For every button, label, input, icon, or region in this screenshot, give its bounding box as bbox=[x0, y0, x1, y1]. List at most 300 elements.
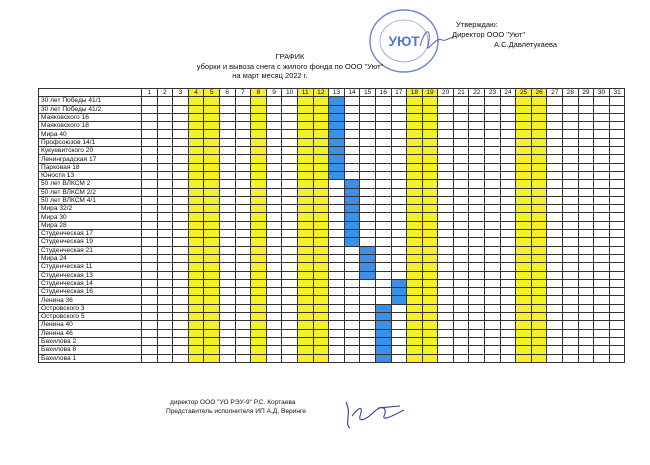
day-cell bbox=[204, 171, 220, 179]
day-header-20: 20 bbox=[438, 89, 454, 97]
day-cell bbox=[609, 147, 625, 155]
day-cell bbox=[438, 329, 454, 337]
address-cell: Островского 5 bbox=[39, 313, 142, 321]
day-cell bbox=[609, 138, 625, 146]
day-cell bbox=[516, 147, 532, 155]
day-cell bbox=[485, 105, 501, 113]
address-cell: Бахилова 1 bbox=[39, 354, 142, 362]
day-cell bbox=[453, 213, 469, 221]
day-cell bbox=[438, 321, 454, 329]
day-cell bbox=[547, 279, 563, 287]
day-cell bbox=[547, 238, 563, 246]
approval-name: А.С.Давлетукаева bbox=[494, 40, 558, 49]
day-cell bbox=[391, 196, 407, 204]
day-cell bbox=[578, 296, 594, 304]
day-cell bbox=[266, 196, 282, 204]
day-header-9: 9 bbox=[266, 89, 282, 97]
day-cell bbox=[360, 155, 376, 163]
day-cell bbox=[375, 113, 391, 121]
day-cell bbox=[609, 163, 625, 171]
day-cell bbox=[251, 171, 267, 179]
day-cell bbox=[547, 337, 563, 345]
day-cell bbox=[329, 337, 345, 345]
day-cell bbox=[391, 221, 407, 229]
day-cell bbox=[500, 138, 516, 146]
day-cell bbox=[547, 263, 563, 271]
day-cell bbox=[578, 346, 594, 354]
day-cell bbox=[407, 113, 423, 121]
day-cell bbox=[251, 230, 267, 238]
day-cell bbox=[563, 279, 579, 287]
day-cell bbox=[344, 337, 360, 345]
day-cell bbox=[297, 205, 313, 213]
table-row bbox=[39, 97, 625, 105]
table-row bbox=[39, 221, 625, 229]
day-cell bbox=[344, 346, 360, 354]
day-cell bbox=[204, 155, 220, 163]
day-cell bbox=[219, 238, 235, 246]
day-cell bbox=[485, 155, 501, 163]
day-cell bbox=[173, 238, 189, 246]
day-cell bbox=[407, 329, 423, 337]
day-cell bbox=[360, 279, 376, 287]
schedule-table bbox=[38, 88, 625, 363]
day-cell bbox=[173, 180, 189, 188]
day-cell bbox=[282, 171, 298, 179]
day-cell bbox=[329, 246, 345, 254]
day-cell bbox=[516, 329, 532, 337]
day-cell bbox=[469, 279, 485, 287]
day-cell bbox=[219, 254, 235, 262]
day-cell bbox=[329, 288, 345, 296]
day-cell bbox=[407, 105, 423, 113]
day-cell bbox=[297, 329, 313, 337]
day-cell bbox=[422, 296, 438, 304]
table-row bbox=[39, 196, 625, 204]
day-cell bbox=[344, 97, 360, 105]
day-cell bbox=[594, 246, 610, 254]
day-cell bbox=[485, 354, 501, 362]
day-cell bbox=[219, 113, 235, 121]
day-cell bbox=[485, 196, 501, 204]
day-cell bbox=[391, 304, 407, 312]
day-cell bbox=[609, 254, 625, 262]
day-cell bbox=[453, 230, 469, 238]
day-cell bbox=[578, 163, 594, 171]
day-cell bbox=[485, 304, 501, 312]
day-cell bbox=[453, 196, 469, 204]
day-cell bbox=[142, 230, 158, 238]
day-cell bbox=[594, 163, 610, 171]
day-cell bbox=[547, 188, 563, 196]
work-day-cell bbox=[329, 122, 345, 130]
address-cell: Юности 13 bbox=[39, 171, 142, 179]
day-cell bbox=[235, 329, 251, 337]
day-cell bbox=[157, 271, 173, 279]
day-cell bbox=[531, 122, 547, 130]
day-cell bbox=[157, 288, 173, 296]
day-cell bbox=[578, 130, 594, 138]
day-cell bbox=[485, 213, 501, 221]
day-cell bbox=[469, 288, 485, 296]
day-cell bbox=[578, 246, 594, 254]
day-cell bbox=[469, 304, 485, 312]
day-cell bbox=[219, 271, 235, 279]
day-cell bbox=[235, 147, 251, 155]
day-cell bbox=[266, 213, 282, 221]
day-cell bbox=[422, 254, 438, 262]
day-cell bbox=[594, 288, 610, 296]
day-cell bbox=[531, 205, 547, 213]
day-cell bbox=[516, 205, 532, 213]
day-cell bbox=[282, 288, 298, 296]
day-cell bbox=[157, 337, 173, 345]
day-cell bbox=[142, 263, 158, 271]
day-header-11: 11 bbox=[297, 89, 313, 97]
day-cell bbox=[297, 147, 313, 155]
work-day-cell bbox=[344, 180, 360, 188]
day-cell bbox=[500, 163, 516, 171]
day-cell bbox=[422, 354, 438, 362]
day-cell bbox=[391, 329, 407, 337]
day-cell bbox=[391, 213, 407, 221]
day-cell bbox=[219, 163, 235, 171]
work-day-cell bbox=[329, 171, 345, 179]
day-cell bbox=[485, 221, 501, 229]
day-cell bbox=[142, 313, 158, 321]
day-cell bbox=[204, 188, 220, 196]
day-cell bbox=[500, 213, 516, 221]
day-cell bbox=[235, 205, 251, 213]
day-cell bbox=[204, 321, 220, 329]
day-cell bbox=[407, 213, 423, 221]
day-cell bbox=[563, 321, 579, 329]
day-cell bbox=[297, 130, 313, 138]
day-cell bbox=[188, 246, 204, 254]
day-cell bbox=[453, 171, 469, 179]
day-cell bbox=[594, 263, 610, 271]
day-cell bbox=[469, 354, 485, 362]
day-cell bbox=[422, 213, 438, 221]
day-cell bbox=[453, 122, 469, 130]
day-cell bbox=[251, 196, 267, 204]
title-subject: уборки и вывоза снега с жилого фонда по ООО "Уют" bbox=[196, 61, 384, 71]
day-cell bbox=[578, 321, 594, 329]
day-cell bbox=[609, 329, 625, 337]
day-cell bbox=[563, 354, 579, 362]
day-cell bbox=[531, 279, 547, 287]
day-cell bbox=[188, 155, 204, 163]
day-cell bbox=[142, 238, 158, 246]
work-day-cell bbox=[375, 354, 391, 362]
day-cell bbox=[500, 171, 516, 179]
day-cell bbox=[297, 313, 313, 321]
table-row bbox=[39, 147, 625, 155]
day-cell bbox=[375, 130, 391, 138]
day-header-26: 26 bbox=[531, 89, 547, 97]
address-cell: Островского 3 bbox=[39, 304, 142, 312]
day-cell bbox=[235, 304, 251, 312]
day-cell bbox=[500, 230, 516, 238]
day-cell bbox=[142, 213, 158, 221]
day-cell bbox=[344, 246, 360, 254]
day-cell bbox=[531, 213, 547, 221]
day-cell bbox=[188, 304, 204, 312]
day-cell bbox=[453, 321, 469, 329]
day-cell bbox=[547, 205, 563, 213]
day-cell bbox=[329, 238, 345, 246]
day-cell bbox=[609, 321, 625, 329]
day-cell bbox=[235, 230, 251, 238]
day-cell bbox=[563, 238, 579, 246]
day-header-31: 31 bbox=[609, 89, 625, 97]
day-cell bbox=[344, 329, 360, 337]
day-cell bbox=[282, 163, 298, 171]
day-cell bbox=[531, 130, 547, 138]
day-cell bbox=[438, 147, 454, 155]
day-cell bbox=[485, 122, 501, 130]
day-cell bbox=[531, 304, 547, 312]
day-cell bbox=[391, 171, 407, 179]
day-cell bbox=[204, 180, 220, 188]
day-cell bbox=[485, 329, 501, 337]
work-day-cell bbox=[344, 213, 360, 221]
day-cell bbox=[251, 271, 267, 279]
day-cell bbox=[609, 196, 625, 204]
day-cell bbox=[438, 138, 454, 146]
day-cell bbox=[297, 288, 313, 296]
day-cell bbox=[422, 122, 438, 130]
day-cell bbox=[609, 238, 625, 246]
day-cell bbox=[594, 138, 610, 146]
day-cell bbox=[282, 329, 298, 337]
day-cell bbox=[329, 321, 345, 329]
day-cell bbox=[360, 296, 376, 304]
day-cell bbox=[157, 138, 173, 146]
day-cell bbox=[204, 337, 220, 345]
day-cell bbox=[157, 196, 173, 204]
day-cell bbox=[469, 147, 485, 155]
day-cell bbox=[438, 205, 454, 213]
day-cell bbox=[188, 254, 204, 262]
day-cell bbox=[407, 254, 423, 262]
day-cell bbox=[453, 254, 469, 262]
day-cell bbox=[219, 296, 235, 304]
day-header-10: 10 bbox=[282, 89, 298, 97]
work-day-cell bbox=[375, 337, 391, 345]
day-cell bbox=[297, 246, 313, 254]
table-row bbox=[39, 271, 625, 279]
work-day-cell bbox=[344, 221, 360, 229]
day-cell bbox=[453, 279, 469, 287]
day-header-16: 16 bbox=[375, 89, 391, 97]
day-cell bbox=[422, 205, 438, 213]
day-cell bbox=[578, 196, 594, 204]
day-cell bbox=[500, 313, 516, 321]
day-header-1: 1 bbox=[142, 89, 158, 97]
day-cell bbox=[251, 188, 267, 196]
day-cell bbox=[438, 313, 454, 321]
day-cell bbox=[453, 97, 469, 105]
day-cell bbox=[391, 337, 407, 345]
day-cell bbox=[282, 180, 298, 188]
day-cell bbox=[485, 238, 501, 246]
day-cell bbox=[266, 271, 282, 279]
day-cell bbox=[313, 196, 329, 204]
day-cell bbox=[375, 279, 391, 287]
day-cell bbox=[266, 97, 282, 105]
day-cell bbox=[422, 279, 438, 287]
day-cell bbox=[329, 230, 345, 238]
day-cell bbox=[297, 221, 313, 229]
work-day-cell bbox=[329, 147, 345, 155]
handwritten-signature bbox=[338, 394, 418, 434]
day-cell bbox=[157, 171, 173, 179]
work-day-cell bbox=[375, 346, 391, 354]
day-cell bbox=[469, 271, 485, 279]
day-cell bbox=[157, 130, 173, 138]
day-cell bbox=[469, 122, 485, 130]
day-cell bbox=[500, 304, 516, 312]
day-header-21: 21 bbox=[453, 89, 469, 97]
day-cell bbox=[391, 188, 407, 196]
day-cell bbox=[360, 230, 376, 238]
day-cell bbox=[485, 205, 501, 213]
day-cell bbox=[485, 246, 501, 254]
day-cell bbox=[219, 155, 235, 163]
work-day-cell bbox=[375, 329, 391, 337]
day-cell bbox=[453, 296, 469, 304]
day-cell bbox=[173, 354, 189, 362]
day-cell bbox=[485, 97, 501, 105]
day-cell bbox=[609, 188, 625, 196]
day-cell bbox=[219, 205, 235, 213]
day-cell bbox=[547, 246, 563, 254]
day-cell bbox=[266, 188, 282, 196]
day-cell bbox=[360, 163, 376, 171]
day-cell bbox=[578, 122, 594, 130]
day-cell bbox=[469, 263, 485, 271]
day-cell bbox=[594, 122, 610, 130]
approval-director: Директор ООО "Уют" bbox=[452, 30, 525, 39]
day-cell bbox=[313, 163, 329, 171]
day-cell bbox=[313, 254, 329, 262]
work-day-cell bbox=[344, 230, 360, 238]
day-header-8: 8 bbox=[251, 89, 267, 97]
day-cell bbox=[407, 321, 423, 329]
day-cell bbox=[282, 263, 298, 271]
day-cell bbox=[313, 113, 329, 121]
day-cell bbox=[282, 296, 298, 304]
day-cell bbox=[219, 196, 235, 204]
day-cell bbox=[407, 271, 423, 279]
day-cell bbox=[173, 130, 189, 138]
day-cell bbox=[188, 296, 204, 304]
day-cell bbox=[297, 296, 313, 304]
day-cell bbox=[375, 254, 391, 262]
day-cell bbox=[360, 196, 376, 204]
day-cell bbox=[375, 296, 391, 304]
day-cell bbox=[500, 329, 516, 337]
day-cell bbox=[251, 346, 267, 354]
day-cell bbox=[297, 196, 313, 204]
day-cell bbox=[391, 130, 407, 138]
day-cell bbox=[157, 254, 173, 262]
day-cell bbox=[469, 213, 485, 221]
day-cell bbox=[329, 213, 345, 221]
day-cell bbox=[235, 246, 251, 254]
day-cell bbox=[500, 246, 516, 254]
table-row bbox=[39, 354, 625, 362]
day-cell bbox=[391, 205, 407, 213]
day-cell bbox=[453, 105, 469, 113]
day-cell bbox=[391, 230, 407, 238]
day-cell bbox=[142, 163, 158, 171]
day-cell bbox=[297, 263, 313, 271]
day-cell bbox=[375, 196, 391, 204]
day-cell bbox=[282, 246, 298, 254]
day-cell bbox=[142, 296, 158, 304]
day-cell bbox=[547, 288, 563, 296]
address-cell: Профсоюзов 14/1 bbox=[39, 138, 142, 146]
day-cell bbox=[219, 288, 235, 296]
day-cell bbox=[235, 180, 251, 188]
day-cell bbox=[204, 346, 220, 354]
day-cell bbox=[563, 196, 579, 204]
day-cell bbox=[547, 130, 563, 138]
day-cell bbox=[251, 329, 267, 337]
day-cell bbox=[282, 238, 298, 246]
day-cell bbox=[142, 354, 158, 362]
day-cell bbox=[157, 346, 173, 354]
day-header-25: 25 bbox=[516, 89, 532, 97]
day-cell bbox=[251, 288, 267, 296]
day-cell bbox=[422, 246, 438, 254]
day-cell bbox=[531, 180, 547, 188]
day-cell bbox=[235, 221, 251, 229]
address-cell: Студенческая 19 bbox=[39, 238, 142, 246]
day-cell bbox=[500, 296, 516, 304]
day-cell bbox=[219, 346, 235, 354]
day-cell bbox=[375, 271, 391, 279]
day-cell bbox=[516, 130, 532, 138]
day-cell bbox=[282, 354, 298, 362]
day-cell bbox=[188, 321, 204, 329]
day-cell bbox=[422, 230, 438, 238]
day-cell bbox=[142, 155, 158, 163]
day-cell bbox=[438, 105, 454, 113]
day-cell bbox=[313, 205, 329, 213]
day-cell bbox=[157, 246, 173, 254]
day-cell bbox=[485, 130, 501, 138]
day-cell bbox=[297, 213, 313, 221]
day-cell bbox=[282, 205, 298, 213]
day-cell bbox=[251, 221, 267, 229]
day-cell bbox=[407, 97, 423, 105]
day-cell bbox=[219, 263, 235, 271]
address-cell: Кукуевитского 20 bbox=[39, 147, 142, 155]
day-cell bbox=[188, 279, 204, 287]
day-cell bbox=[375, 221, 391, 229]
day-cell bbox=[204, 304, 220, 312]
day-cell bbox=[360, 238, 376, 246]
day-cell bbox=[500, 130, 516, 138]
day-cell bbox=[235, 171, 251, 179]
day-cell bbox=[469, 138, 485, 146]
day-cell bbox=[282, 346, 298, 354]
day-header-4: 4 bbox=[188, 89, 204, 97]
day-cell bbox=[313, 105, 329, 113]
